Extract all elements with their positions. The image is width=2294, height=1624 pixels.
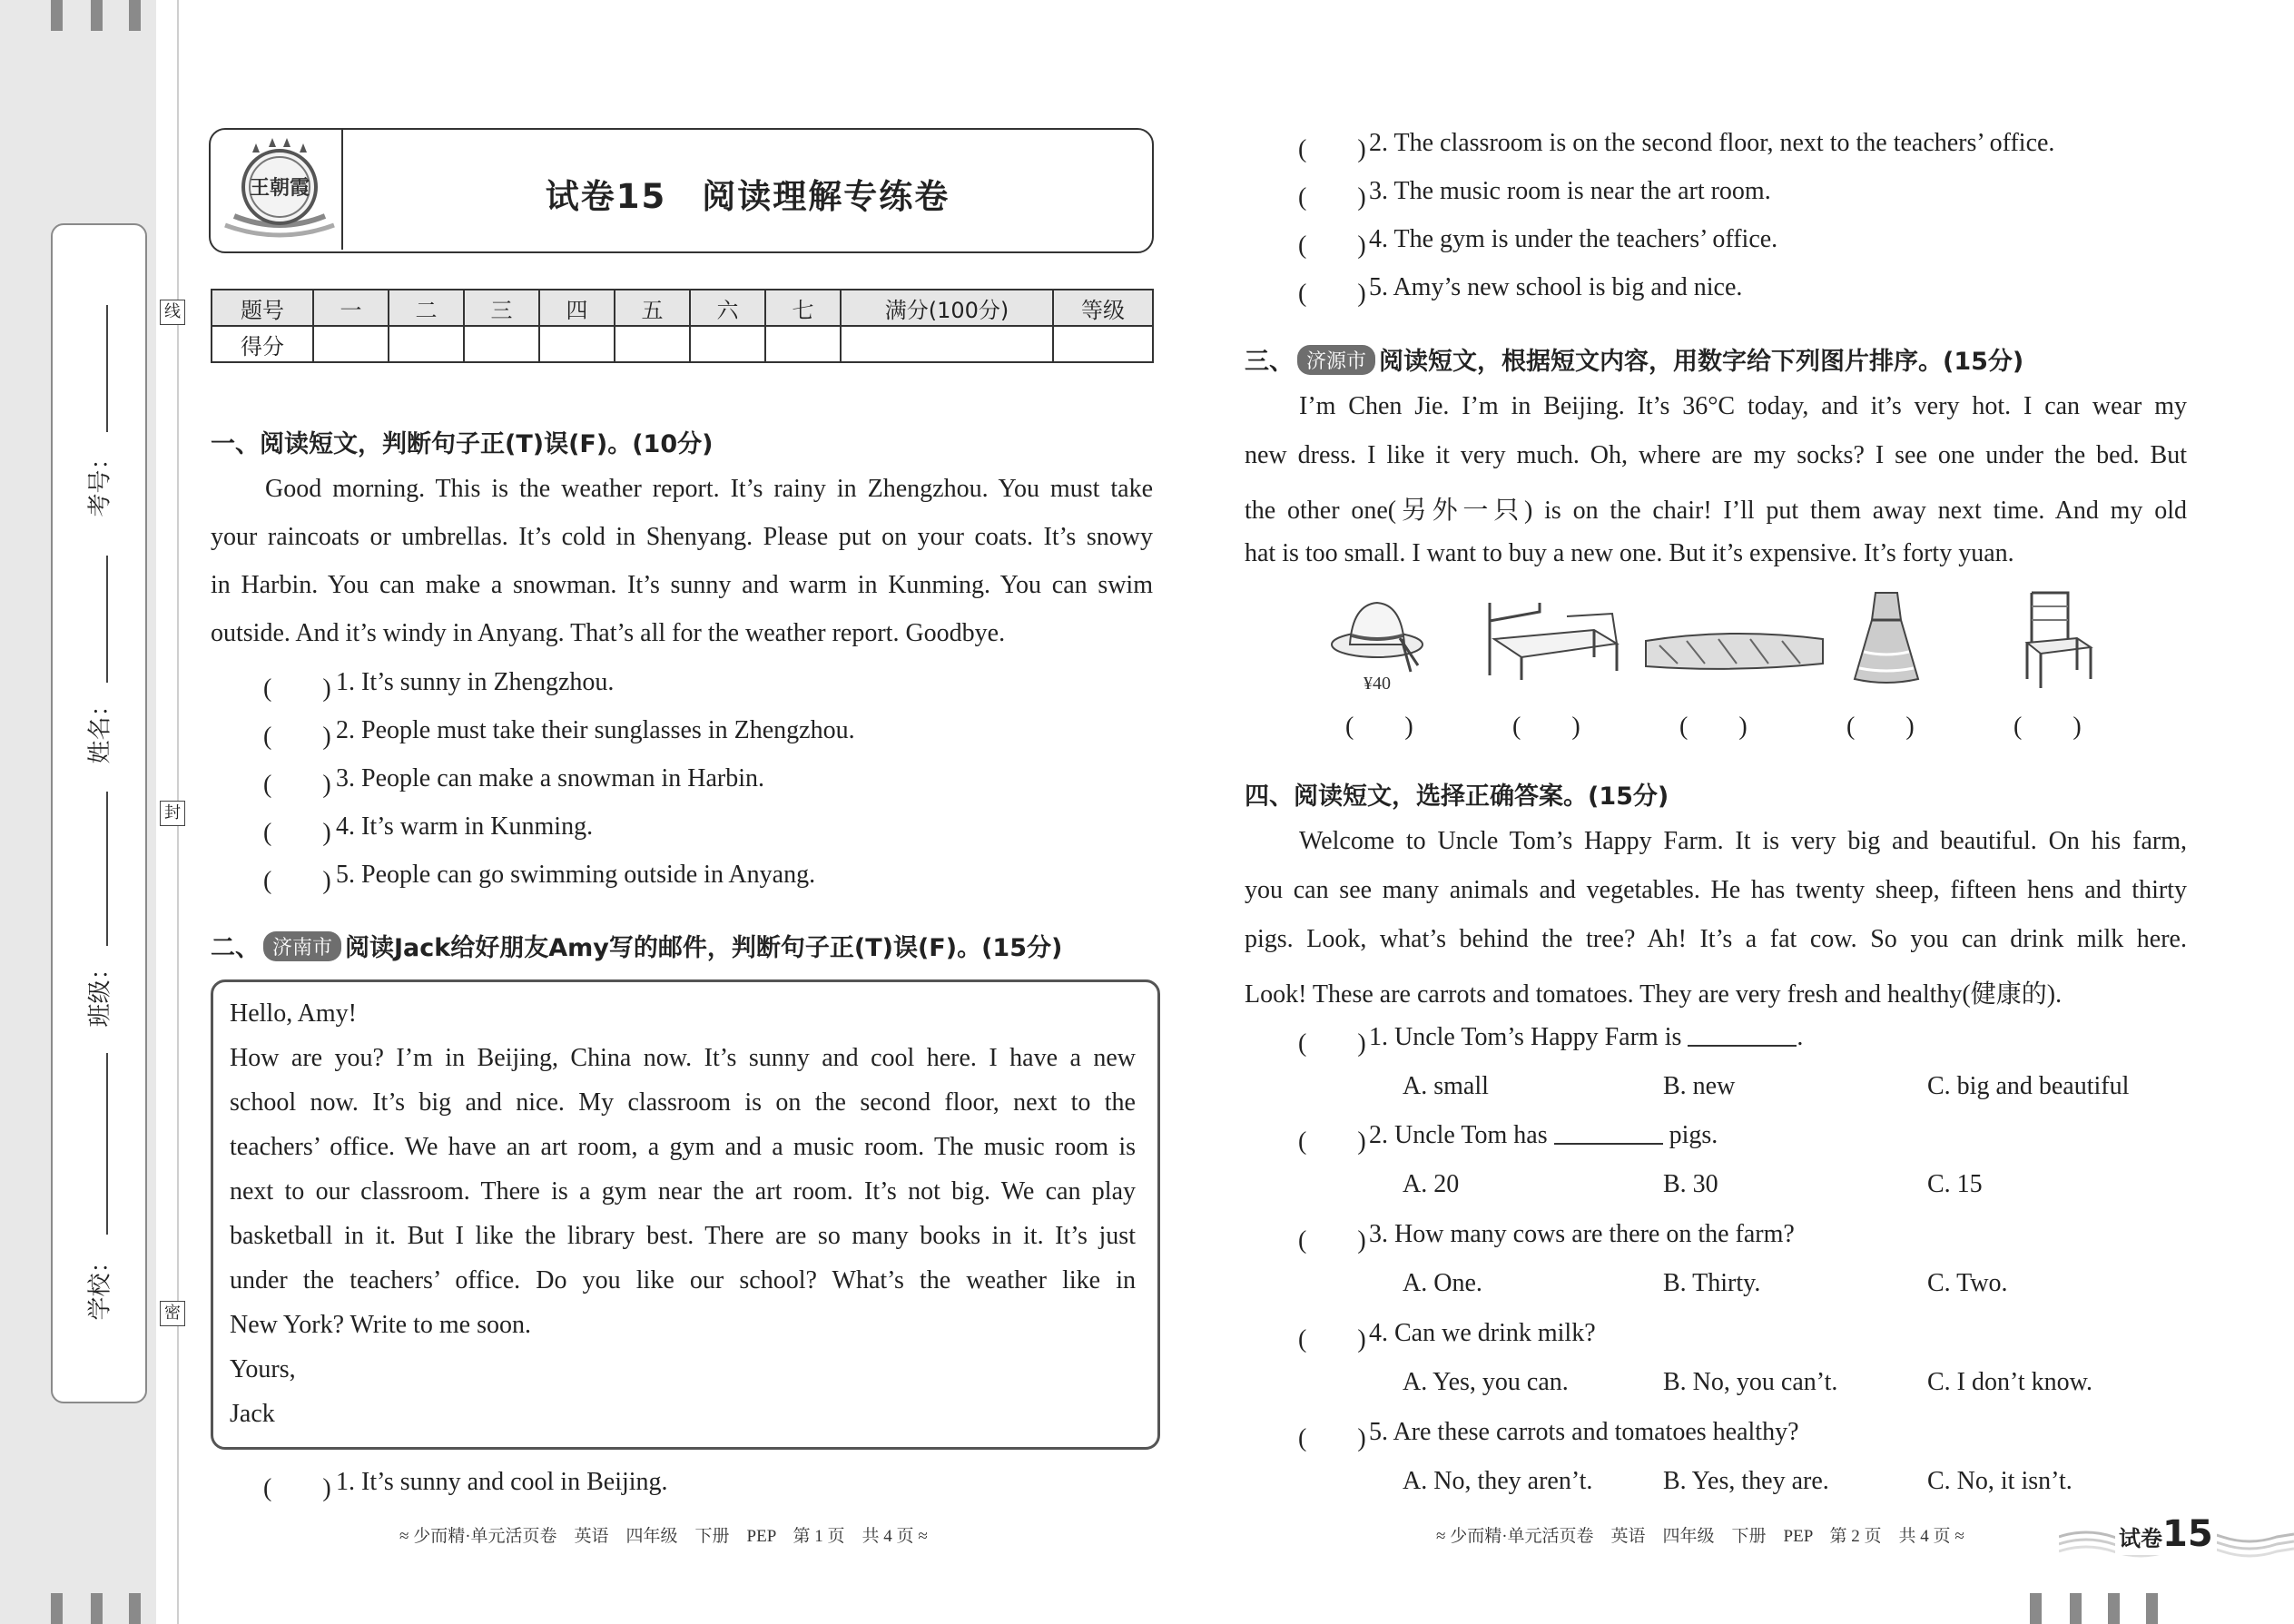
score-header-cell: 四 [539, 290, 615, 326]
footer-right: ≈ 少而精·单元活页卷 英语 四年级 下册 PEP 第 2 页 共 4 页 ≈ [1436, 1527, 1964, 1546]
paper-badge-label: 试卷 [2119, 1526, 2162, 1551]
answer-blank[interactable]: ( ) [1298, 231, 1366, 260]
score-cell[interactable] [389, 326, 464, 362]
option-b[interactable]: B. 30 [1663, 1170, 1718, 1198]
option-a[interactable]: A. 20 [1403, 1170, 1460, 1198]
answer-blank[interactable]: ( ) [1298, 1325, 1366, 1353]
email-line: Yours, [230, 1355, 296, 1383]
question-suffix: . [1797, 1023, 1804, 1051]
section1-passage-line: your raincoats or umbrellas. It’s cold in Shenyang. Please put on your coats. It’s snowy [211, 523, 1153, 551]
section1-passage-line: Good morning. This is the weather report. It’s rainy in Zhengzhou. You must take [265, 475, 1153, 503]
section1-item: 5. People can go swimming outside in Anyang. [336, 861, 816, 889]
score-header-cell: 六 [690, 290, 765, 326]
answer-blank[interactable]: ( ) [1298, 135, 1366, 163]
picture-order-blank[interactable]: ( ) [1679, 713, 1748, 741]
section3-instruction: 阅读短文，根据短文内容，用数字给下列图片排序。(15分) [1379, 348, 2024, 376]
score-cell[interactable] [313, 326, 389, 362]
header-divider [341, 130, 343, 250]
score-cell[interactable] [690, 326, 765, 362]
fill-blank[interactable] [1554, 1123, 1663, 1145]
score-cell[interactable] [539, 326, 615, 362]
answer-blank[interactable]: ( ) [1298, 280, 1366, 308]
section4-passage-line: pigs. Look, what’s behind the tree? Ah! It’s a fat cow. So you can drink milk here. [1245, 925, 2187, 953]
option-a[interactable]: A. small [1403, 1072, 1489, 1100]
email-line: Hello, Amy! [230, 999, 357, 1028]
section2-number: 二、 [211, 934, 260, 962]
option-c[interactable]: C. No, it isn’t. [1927, 1467, 2072, 1495]
score-cell[interactable] [615, 326, 690, 362]
publisher-logo [216, 134, 343, 243]
answer-blank[interactable]: ( ) [263, 674, 331, 703]
score-header-cell: 一 [313, 290, 389, 326]
section2-item: 5. Amy’s new school is big and nice. [1369, 273, 1743, 301]
option-c[interactable]: C. Two. [1927, 1269, 2008, 1297]
section2-item: 1. It’s sunny and cool in Beijing. [336, 1468, 668, 1496]
score-header-cell: 满分(100分) [841, 290, 1053, 326]
section4-question: 3. How many cows are there on the farm? [1369, 1220, 1795, 1248]
class-label: 班级： [86, 956, 114, 1028]
score-header-cell: 七 [765, 290, 841, 326]
score-cell[interactable] [1053, 326, 1153, 362]
option-b[interactable]: B. No, you can’t. [1663, 1368, 1838, 1396]
chair-picture [2013, 588, 2095, 690]
question-text: 2. Uncle Tom has [1369, 1121, 1548, 1149]
option-c[interactable]: C. I don’t know. [1927, 1368, 2092, 1396]
section4-passage-line: you can see many animals and vegetables. He has twenty sheep, fifteen hens and thirty [1245, 876, 2187, 904]
price-tag: ¥40 [1364, 674, 1391, 694]
section2-instruction: 阅读Jack给好朋友Amy写的邮件，判断句子正(T)误(F)。(15分) [345, 934, 1063, 962]
footer-left: ≈ 少而精·单元活页卷 英语 四年级 下册 PEP 第 1 页 共 4 页 ≈ [399, 1527, 928, 1546]
score-row-label: 得分 [212, 326, 313, 362]
footer-left-text: 少而精·单元活页卷 英语 四年级 下册 PEP 第 1 页 共 4 页 [413, 1527, 914, 1546]
section3-number: 三、 [1245, 348, 1294, 376]
email-line: How are you? I’m in Beijing, China now. It’s sunny and cool here. I have a new [230, 1044, 1136, 1072]
email-line: school now. It’s big and nice. My classroom is on the second floor, next to the [230, 1088, 1136, 1117]
city-badge: 济源市 [1297, 345, 1375, 375]
binding-tick [2146, 1593, 2158, 1624]
email-line: teachers’ office. We have an art room, a gym and a music room. The music room is [230, 1133, 1136, 1161]
section4-question [1369, 1023, 1803, 1052]
student-info-box [51, 223, 147, 1403]
score-header-cell: 等级 [1053, 290, 1153, 326]
sock-picture [1641, 623, 1828, 677]
option-c[interactable]: C. 15 [1927, 1170, 1983, 1198]
school-label: 学校： [86, 1249, 114, 1321]
score-table-header-row [212, 290, 1153, 326]
section1-heading: 一、阅读短文，判断句子正(T)误(F)。(10分) [211, 430, 714, 458]
answer-blank[interactable]: ( ) [1298, 1029, 1366, 1058]
section3-passage-line: new dress. I like it very much. Oh, where are my socks? I see one under the bed. But [1245, 441, 2187, 469]
paper-badge [2115, 1513, 2217, 1555]
section1-passage-line: in Harbin. You can make a snowman. It’s sunny and warm in Kunming. You can swim [211, 571, 1153, 599]
section2-item: 3. The music room is near the art room. [1369, 177, 1771, 205]
section4-question [1369, 1121, 1718, 1150]
score-cell[interactable] [464, 326, 539, 362]
section4-question: 4. Can we drink milk? [1369, 1319, 1596, 1347]
name-field[interactable] [106, 556, 108, 683]
section1-item: 2. People must take their sunglasses in Zhengzhou. [336, 716, 855, 744]
binding-tick [51, 0, 63, 31]
section3-passage-line: I’m Chen Jie. I’m in Beijing. It’s 36°C today, and it’s very hot. I can wear my [1299, 392, 2187, 420]
option-a[interactable]: A. One. [1403, 1269, 1482, 1297]
email-line: New York? Write to me soon. [230, 1311, 531, 1339]
answer-blank[interactable]: ( ) [1298, 183, 1366, 212]
option-b[interactable]: B. Yes, they are. [1663, 1467, 1829, 1495]
section1-passage-line: outside. And it’s windy in Anyang. That’s all for the weather report. Goodbye. [211, 619, 1006, 647]
binding-tick [2030, 1593, 2042, 1624]
email-line: basketball in it. But I like the library best. There are so many books in it. It’s just [230, 1222, 1136, 1250]
section3-heading [1245, 341, 2023, 377]
section1-item: 1. It’s sunny in Zhengzhou. [336, 668, 615, 696]
dress-picture [1850, 588, 1923, 688]
binding-tick [129, 0, 141, 31]
answer-blank[interactable]: ( ) [263, 1474, 331, 1502]
email-line: Jack [230, 1400, 275, 1428]
option-b[interactable]: B. new [1663, 1072, 1736, 1100]
option-c[interactable]: C. big and beautiful [1927, 1072, 2130, 1100]
answer-blank[interactable]: ( ) [1298, 1127, 1366, 1156]
class-field[interactable] [106, 792, 108, 946]
name-label: 姓名： [86, 693, 114, 764]
section3-passage-line: the other one(另外一只) is on the chair! I’ll put them away next time. And my old [1245, 497, 2187, 525]
svg-text:王朝霞: 王朝霞 [249, 176, 310, 200]
answer-blank[interactable]: ( ) [263, 771, 331, 799]
section3-passage-line: hat is too small. I want to buy a new one. But it’s expensive. It’s forty yuan. [1245, 539, 2014, 567]
section1-item: 4. It’s warm in Kunming. [336, 812, 594, 841]
binding-tick [91, 0, 103, 31]
section2-item: 4. The gym is under the teachers’ office. [1369, 225, 1778, 253]
section4-heading: 四、阅读短文，选择正确答案。(15分) [1245, 782, 1669, 811]
exam-number-label: 考号： [86, 446, 114, 517]
option-a[interactable]: A. Yes, you can. [1403, 1368, 1569, 1396]
binding-tick [129, 1593, 141, 1624]
question-text: 1. Uncle Tom’s Happy Farm is [1369, 1023, 1682, 1051]
fill-blank[interactable] [1688, 1025, 1797, 1047]
answer-blank[interactable]: ( ) [263, 867, 331, 895]
section4-passage-line: Look! These are carrots and tomatoes. They are very fresh and healthy(健康的). [1245, 980, 2063, 1009]
binding-tick [51, 1593, 63, 1624]
section4-passage-line: Welcome to Uncle Tom’s Happy Farm. It is very big and beautiful. On his farm, [1299, 827, 2187, 855]
section2-item: 2. The classroom is on the second floor, next to the teachers’ office. [1369, 129, 2055, 157]
picture-order-blank[interactable]: ( ) [1846, 713, 1915, 741]
section2-heading [211, 928, 1062, 963]
answer-blank[interactable]: ( ) [263, 819, 331, 847]
school-field[interactable] [106, 1053, 108, 1235]
picture-order-blank[interactable]: ( ) [1512, 713, 1580, 741]
section1-item: 3. People can make a snowman in Harbin. [336, 764, 764, 792]
score-cell[interactable] [841, 326, 1053, 362]
bed-picture [1485, 594, 1623, 684]
picture-order-blank[interactable]: ( ) [2013, 713, 2082, 741]
picture-order-blank[interactable]: ( ) [1345, 713, 1413, 741]
hat-picture [1327, 588, 1427, 679]
email-line: under the teachers’ office. Do you like our school? What’s the weather like in [230, 1266, 1136, 1294]
score-header-cell: 三 [464, 290, 539, 326]
binding-tick [2070, 1593, 2082, 1624]
question-suffix: pigs. [1662, 1121, 1718, 1149]
option-a[interactable]: A. No, they aren’t. [1403, 1467, 1593, 1495]
section4-question: 5. Are these carrots and tomatoes healthy? [1369, 1418, 1799, 1446]
exam-number-field[interactable] [106, 305, 108, 432]
seal-mark-secret: 密 [160, 1301, 185, 1326]
score-table-score-row [212, 326, 1153, 362]
answer-blank[interactable]: ( ) [1298, 1226, 1366, 1255]
score-header-cell: 五 [615, 290, 690, 326]
score-header-cell: 题号 [212, 290, 313, 326]
email-line: next to our classroom. There is a gym near the art room. It’s not big. We can play [230, 1177, 1136, 1206]
score-header-cell: 二 [389, 290, 464, 326]
binding-tick [91, 1593, 103, 1624]
seal-mark-line: 线 [160, 300, 185, 325]
page-title: 试卷15 阅读理解专练卷 [545, 177, 950, 216]
seal-mark-seal: 封 [160, 801, 185, 826]
paper-badge-number: 15 [2162, 1513, 2213, 1555]
score-cell[interactable] [765, 326, 841, 362]
option-b[interactable]: B. Thirty. [1663, 1269, 1761, 1297]
answer-blank[interactable]: ( ) [263, 723, 331, 751]
binding-tick [2108, 1593, 2120, 1624]
city-badge: 济南市 [263, 931, 341, 961]
score-table [211, 289, 1154, 363]
footer-right-text: 少而精·单元活页卷 英语 四年级 下册 PEP 第 2 页 共 4 页 [1450, 1527, 1951, 1546]
answer-blank[interactable]: ( ) [1298, 1424, 1366, 1452]
